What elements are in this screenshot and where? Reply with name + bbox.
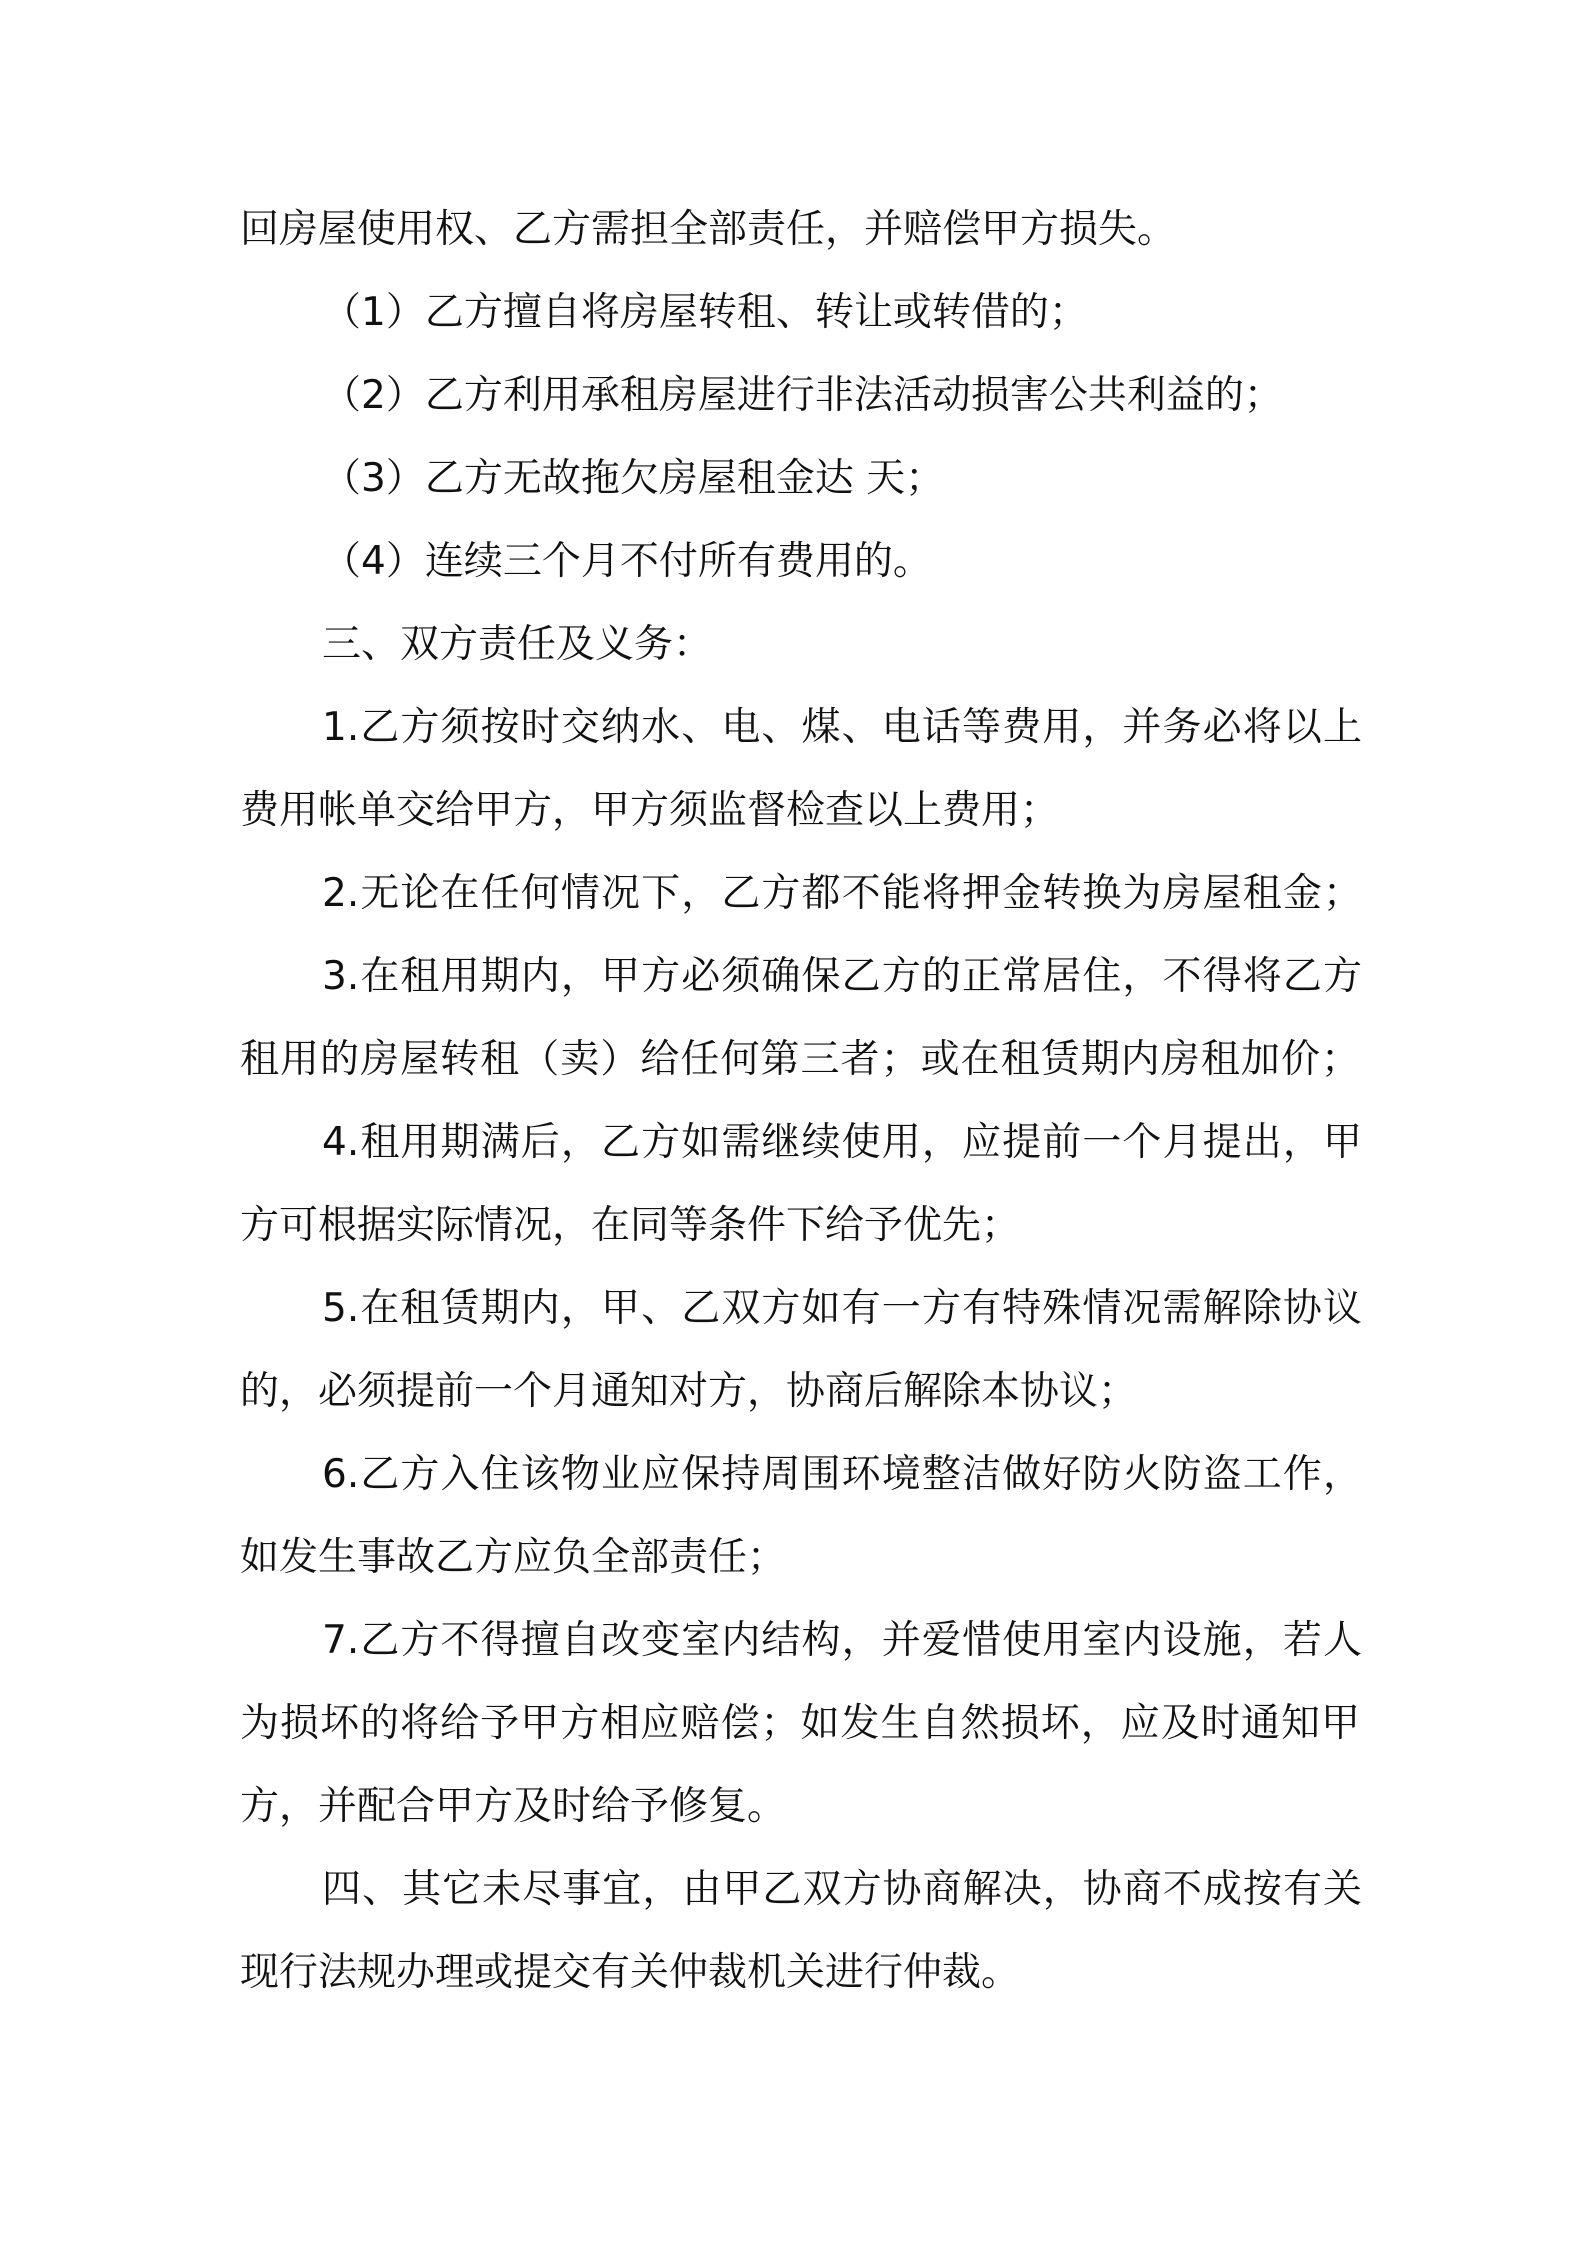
text-line: （2）乙方利用承租房屋进行非法活动损害公共利益的； <box>322 373 1283 418</box>
text-line: 1.乙方须按时交纳水、电、煤、电话等费用，并务必将以上 <box>322 705 1362 750</box>
text-line: （4）连续三个月不付所有费用的。 <box>322 539 932 584</box>
text-line: 6.乙方入住该物业应保持周围环境整洁做好防火防盗工作， <box>322 1452 1362 1497</box>
section-heading: 四、其它未尽事宜，由甲乙双方协商解决，协商不成按有关 <box>322 1867 1362 1912</box>
text-line: 方，并配合甲方及时给予修复。 <box>240 1784 787 1829</box>
text-line: 为损坏的将给予甲方相应赔偿；如发生自然损坏，应及时通知甲 <box>240 1701 1360 1746</box>
text-line: 回房屋使用权、乙方需担全部责任，并赔偿甲方损失。 <box>240 207 1177 252</box>
text-line: 费用帐单交给甲方，甲方须监督检查以上费用； <box>240 788 1060 833</box>
text-line: 7.乙方不得擅自改变室内结构，并爱惜使用室内设施，若人 <box>322 1618 1362 1663</box>
text-line: 现行法规办理或提交有关仲裁机关进行仲裁。 <box>240 1950 1021 1995</box>
text-line: 如发生事故乙方应负全部责任； <box>240 1535 787 1580</box>
text-line: 3.在租用期内，甲方必须确保乙方的正常居住，不得将乙方 <box>322 954 1362 999</box>
text-line: 5.在租赁期内，甲、乙双方如有一方有特殊情况需解除协议 <box>322 1286 1362 1331</box>
text-line: 方可根据实际情况，在同等条件下给予优先； <box>240 1203 1021 1248</box>
text-line: 租用的房屋转租（卖）给任何第三者；或在租赁期内房租加价； <box>240 1037 1360 1082</box>
text-line: （3）乙方无故拖欠房屋租金达 天； <box>322 456 945 501</box>
text-line: 4.租用期满后，乙方如需继续使用，应提前一个月提出，甲 <box>322 1120 1362 1165</box>
text-line: 的，必须提前一个月通知对方，协商后解除本协议； <box>240 1369 1138 1414</box>
section-heading: 三、双方责任及义务： <box>322 622 713 667</box>
text-line: （1）乙方擅自将房屋转租、转让或转借的； <box>322 290 1088 335</box>
text-line: 2.无论在任何情况下，乙方都不能将押金转换为房屋租金； <box>322 871 1362 916</box>
